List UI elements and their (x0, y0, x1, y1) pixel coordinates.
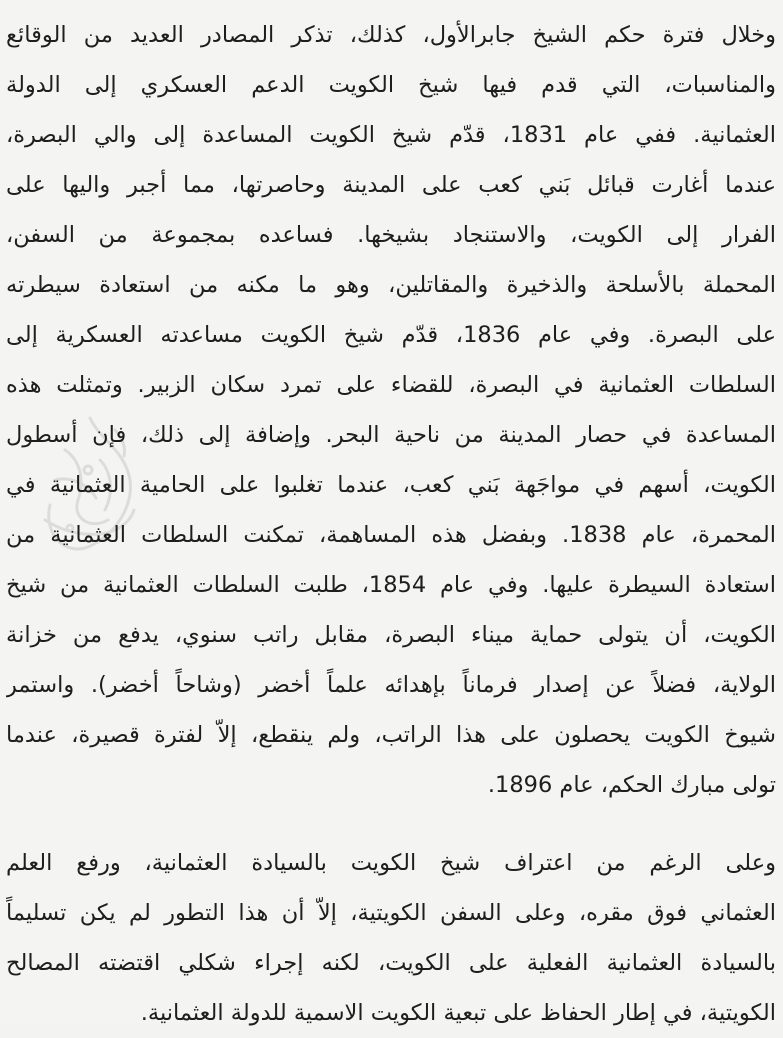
text-line: المحملة بالأسلحة والذخيرة والمقاتلين، وهو ما مكنه من استعادة سيطرته (6, 272, 776, 298)
paragraph-1 (6, 10, 776, 810)
text-line: الكويتية، في إطار الحفاظ على تبعية الكويت الاسمية للدولة العثمانية. (140, 1000, 776, 1026)
text-line: الفرار إلى الكويت، والاستنجاد بشيخها. فساعده بمجموعة من السفن، (6, 222, 776, 248)
text-line: العثمانية. ففي عام 1831، قدّم شيخ الكويت المساعدة إلى والي البصرة، (6, 122, 776, 148)
text-line: الكويت، أسهم في مواجَهة بَني كعب، عندما تغلبوا على الحامية العثمانية في (6, 472, 776, 498)
text-line: عندما أغارت قبائل بَني كعب على المدينة وحاصرتها، مما أجبر واليها على (6, 172, 776, 198)
text-line: وعلى الرغم من اعتراف شيخ الكويت بالسيادة العثمانية، ورفع العلم (6, 850, 776, 876)
text-line: المساعدة في حصار المدينة من ناحية البحر. وإضافة إلى ذلك، فإن أسطول (6, 422, 776, 448)
text-line: الكويت، أن يتولى حماية ميناء البصرة، مقابل راتب سنوي، يدفع من خزانة (6, 622, 776, 648)
text-line: العثماني فوق مقره، وعلى السفن الكويتية، إلاّ أن هذا التطور لم يكن تسليماً (6, 900, 776, 926)
text-line: على البصرة. وفي عام 1836، قدّم شيخ الكويت مساعدته العسكرية إلى (6, 322, 776, 348)
text-line: وخلال فترة حكم الشيخ جابرالأول، كذلك، تذكر المصادر العديد من الوقائع (6, 22, 776, 48)
text-line: شيوخ الكويت يحصلون على هذا الراتب، ولم ينقطع، إلاّ لفترة قصيرة، عندما (6, 722, 776, 748)
text-line: السلطات العثمانية في البصرة، للقضاء على تمرد سكان الزبير. وتمثلت هذه (6, 372, 776, 398)
paragraph-2 (6, 838, 776, 1038)
text-line: والمناسبات، التي قدم فيها شيخ الكويت الدعم العسكري إلى الدولة (6, 72, 776, 98)
text-line: المحمرة، عام 1838. وبفضل هذه المساهمة، تمكنت السلطات العثمانية من (6, 522, 776, 548)
text-line: تولى مبارك الحكم، عام 1896. (487, 772, 776, 798)
article-body (6, 10, 776, 1038)
text-line: استعادة السيطرة عليها. وفي عام 1854، طلبت السلطات العثمانية من شيخ (6, 572, 776, 598)
text-line: الولاية، فضلاً عن إصدار فرماناً بإهدائه علماً أخضر (وشاحاً أخضر). واستمر (6, 672, 776, 698)
text-line: بالسيادة العثمانية الفعلية على الكويت، لكنه إجراء شكلي اقتضته المصالح (6, 950, 776, 976)
paragraph-gap (6, 810, 776, 838)
